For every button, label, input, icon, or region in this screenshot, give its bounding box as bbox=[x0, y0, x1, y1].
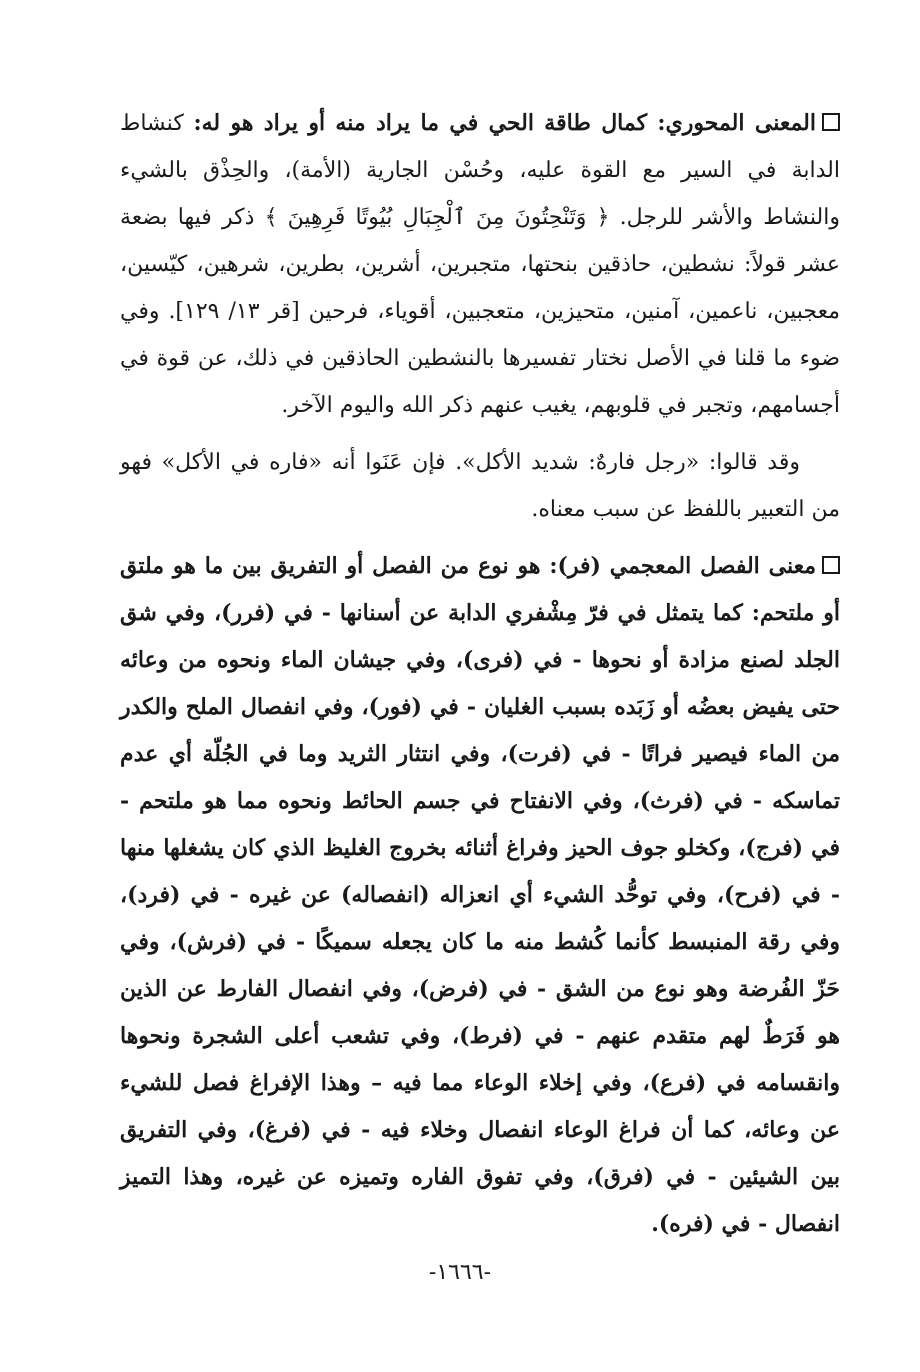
page-number: -١٦٦٦- bbox=[428, 1260, 492, 1285]
square-bullet-icon bbox=[822, 556, 840, 574]
page-body bbox=[120, 100, 840, 1258]
paragraph-lexical-meaning bbox=[120, 543, 840, 1248]
paragraph-core-meaning bbox=[120, 100, 840, 429]
paragraph-heading: معنى الفصل المعجمي (فر): هو نوع من الفصل أو التفريق بين ما هو ملتق أو ملتحم: كما يتمثل في فرّ مِشْفري الدابة عن أسنانها - في (فرر)، وفي شق الجلد لصنع مزادة أو نحوها - في (فرى)، وفي جيشان الماء ونحوه من وعائه حتى يفيض بعضُه أو زَبَده بسبب الغليان - في (فور)، وفي انفصال الملح والكدر من الماء فيصير فراتًا - في (فرت)، وفي انتثار الثريد وما في الجُلّة أي عدم تماسكه - في (فرث)، وفي الانفتاح في جسم الحائط ونحوه مما هو ملتحم - في (فرج)، وكخلو جوف الحيز وفراغ أثنائه بخروج الغليظ الذي كان يشغلها منها - في (فرح)، وفي توحُّد الشيء أي انعزاله (انفصاله) عن غيره - في (فرد)، وفي رقة المنبسط كأنما كُشط منه ما كان يجعله سميكًا - في (فرش)، وفي حَزّ الفُرضة وهو نوع من الشق - في (فرض)، وفي انفصال الفارط عن الذين هو فَرَطٌ لهم متقدم عنهم - في (فرط)، وفي تشعب أعلى الشجرة ونحوها وانقسامه في (فرع)، وفي إخلاء الوعاء مما فيه – وهذا الإفراغ فصل للشيء عن وعائه، كما أن فراغ الوعاء انفصال وخلاء فيه - في (فرغ)، وفي التفريق بين الشيئين - في (فرق)، وفي تفوق الفاره وتميزه عن غيره، وهذا التميز انفصال - في (فره). bbox=[120, 553, 840, 1237]
paragraph-body: كنشاط الدابة في السير مع القوة عليه، وحُسْن الجارية (الأمة)، والحِذْق بالشيء والنشاط والأشر للرجل. ﴿ وَتَنْحِتُونَ مِنَ ٱلْجِبَالِ بُيُوتًا فَرِهِينَ ﴾ ذكر فيها بضعة عشر قولاً: نشطين، حاذقين بنحتها، متجبرين، أشرين، بطرين، شرهين، كيّسين، معجبين، ناعمين، آمنين، متحيزين، متعجبين، أقوياء، فرحين [قر ١٣/ ١٢٩]. وفي ضوء ما قلنا في الأصل نختار تفسيرها بالنشطين الحاذقين في ذلك، عن قوة في أجسامهم، وتجبر في قلوبهم، يغيب عنهم ذكر الله واليوم الآخر. bbox=[120, 111, 841, 418]
square-bullet-icon bbox=[822, 113, 840, 131]
paragraph-heading: المعنى المحوري: كمال طاقة الحي في ما يراد منه أو يراد هو له: bbox=[193, 110, 816, 136]
paragraph-note bbox=[120, 439, 840, 533]
paragraph-body: وقد قالوا: «رجل فارهٌ: شديد الأكل». فإن عَنَوا أنه «فاره في الأكل» فهو من التعبير باللفظ عن سبب معناه. bbox=[120, 450, 840, 522]
